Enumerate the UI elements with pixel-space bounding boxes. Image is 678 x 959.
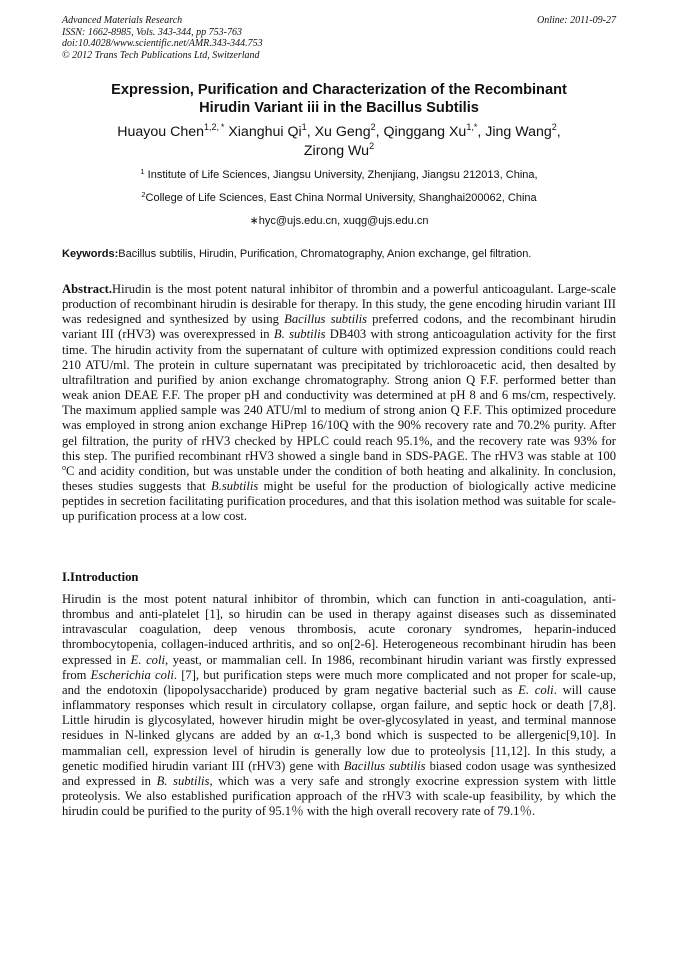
degree-mark: o <box>62 462 66 472</box>
abstract-text: Hirudin is the most potent natural inhibitor of thrombin and a powerful anticoagulant. Large-scale production of recombinant hirudin is desirable for therapy. In this study, the gene encoding hirudin variant III was redesigned and synthesized by using <box>62 282 616 327</box>
keywords-label: Keywords: <box>62 248 119 260</box>
abstract-italic-term: Bacillus subtilis <box>284 312 367 327</box>
intro-text: yeast, or mammalian cell. In 1986, recombinant hirudin variant was firstly expressed from <box>62 652 617 682</box>
affiliation-2 <box>62 192 616 205</box>
intro-text: biased codon usage was synthesized and expressed in <box>62 758 616 788</box>
intro-italic-term: B. subtilis <box>156 773 210 788</box>
intro-text: Hirudin is the most potent natural inhibitor of thrombin, which can function in anti-coagulation, anti-thrombus and anti-platelet [1], so hirudin can be used in therapy against diseases such as disseminated intravascular coagulation, deep venous thrombosis, acute coronary syndromes, heparin-induced thrombocytopenia, collagen-induced arthritis, and so on[2-6]. Heterogeneous recombinant hirudin has been expressed in <box>62 592 616 667</box>
author-affiliation-mark: 1,2, * <box>204 122 225 132</box>
author-name: Huayou Chen <box>117 124 205 140</box>
introduction-paragraph <box>62 592 616 819</box>
author-affiliation-mark: 2 <box>551 122 557 132</box>
abstract-italic-term: B.subtilis <box>211 479 259 494</box>
intro-text: . [7], but purification steps were much more complicated and not proper for scale-up, and the endotoxin (lipopolysaccharide) produced by gram negative bacterial such as <box>62 667 616 697</box>
intro-text: , which was a very safe and strongly exocrine expression system with little proteolysis. We also established purification approach of the rHV3 with scale-up feasibility, by which the hirudin could be purified to the purity of 95.1％ with the high overall recovery rate of 79.1％. <box>62 773 616 819</box>
abstract-text: C and acidity condition, but was unstable under the condition of both heating and alkalinity. In conclusion, theses studies suggests that <box>62 463 616 494</box>
journal-issn: ISSN: 1662-8985, Vols. 343-344, pp 753-763 <box>62 26 242 38</box>
author-name: Xu Geng <box>314 124 371 140</box>
paper-title-line-1: Expression, Purification and Characterization of the Recombinant <box>111 82 567 98</box>
author-affiliation-mark: 1,* <box>466 122 478 132</box>
author-name: Jing Wang <box>485 124 552 140</box>
author-name: Zirong Wu <box>303 143 370 159</box>
author-name: Xianghui Qi <box>228 124 302 140</box>
author-email[interactable]: ∗hyc@ujs.edu.cn, xuqg@ujs.edu.cn <box>249 215 429 227</box>
paper-title-line-2: Hirudin Variant iii in the Bacillus Subtilis <box>199 100 479 116</box>
paper-title <box>62 81 616 117</box>
abstract-label: Abstract. <box>62 282 113 296</box>
intro-italic-term: E. coli <box>518 682 554 697</box>
abstract-text: might be useful for the production of biologically active medicine peptides in secretion facilitating purification procedures, and that this isolation method was suitable for scale-up purification process at a low cost. <box>62 479 617 524</box>
abstract-text: DB403 with strong anticoagulation activity for the first time. The hirudin activity from the supernatant of culture with optimized expression conditions could reach 210 ATU/ml. The protein in culture supernatant was precipitated by trichloroacetic acid, then desalted by ultrafiltration and purified by anion exchange chromatography. Strong anion Q F.F. performed better than weak anion DEAE F.F. The proper pH and conductivity was determined at pH 8 and 6 ms/cm, respectively. The maximum applied sample was 240 ATU/ml to medium of strong anion Q F.F. This optimized procedure was employed in strong anion exchange HiPrep 16/10Q with the 90% recovery rate and 70.2% purity. After gel filtration, the purity of rHV3 checked by HPLC could reach 95.1%, and the recovery rate was 93% for this step. The purified recombinant rHV3 showed a single band in SDS-PAGE. The rHV3 was stable at 100 <box>62 327 616 463</box>
abstract <box>62 282 616 525</box>
journal-header <box>62 15 616 61</box>
author-list: Huayou Chen$^{1,2, *}$ Xianghui Qi$^1$, Xu Geng$^2$, Qinggang $Xu^{1,*}$, Jing Wang$^2$, Zirong Wu$^2$ <box>117 122 561 159</box>
online-date: Online: 2011-09-27 <box>537 15 616 26</box>
journal-copyright: © 2012 Trans Tech Publications Ltd, Switzerland <box>62 49 260 61</box>
intro-italic-term: Escherichia coli <box>90 667 174 682</box>
journal-name: Advanced Materials Research <box>62 15 183 26</box>
keywords <box>62 247 616 261</box>
author-affiliation-mark: 2 <box>370 122 376 132</box>
author-name: Qinggang Xu <box>383 124 467 140</box>
affiliation-2-text: College of Life Sciences, East China Normal University, Shanghai200062, China <box>145 192 537 204</box>
affiliation-1 <box>62 169 616 182</box>
intro-italic-term: Bacillus subtilis <box>343 758 426 773</box>
section-heading-introduction: I.Introduction <box>62 570 139 584</box>
journal-doi[interactable]: doi:10.4028/www.scientific.net/AMR.343-344.753 <box>62 38 263 49</box>
abstract-text: preferred codons, and the recombinant hirudin variant III (rHV3) was overexpressed in <box>62 312 616 342</box>
intro-italic-term: E. coli, <box>130 652 169 667</box>
affiliation-2-mark: 2 <box>141 190 146 199</box>
author-affiliation-mark: 1 <box>301 122 307 132</box>
keywords-text: Bacillus subtilis, Hirudin, Purification, Chromatography, Anion exchange, gel filtration. <box>118 248 532 260</box>
intro-text: . will cause inflammatory responses which result in circulatory collapse, organ failure, and septic hock or death [7,8]. Little hirudin is glycosylated, however hirudin might be over-glycosylated in yeast, and terminal mannose residues in N-linked glycans are added by an α-1,3 bond which is suspected to be allergenic[9,10]. In mammalian cell, expression level of hirudin is generally low due to proteolysis [11,12]. In this study, a genetic modified hirudin variant III (rHV3) gene with <box>62 682 616 773</box>
affiliation-1-mark: 1 <box>140 167 145 176</box>
author-affiliation-mark: 2 <box>369 141 375 151</box>
affiliation-1-text: Institute of Life Sciences, Jiangsu University, Zhenjiang, Jiangsu 212013, China, <box>147 169 538 181</box>
abstract-italic-term: B. subtilis <box>273 327 326 342</box>
